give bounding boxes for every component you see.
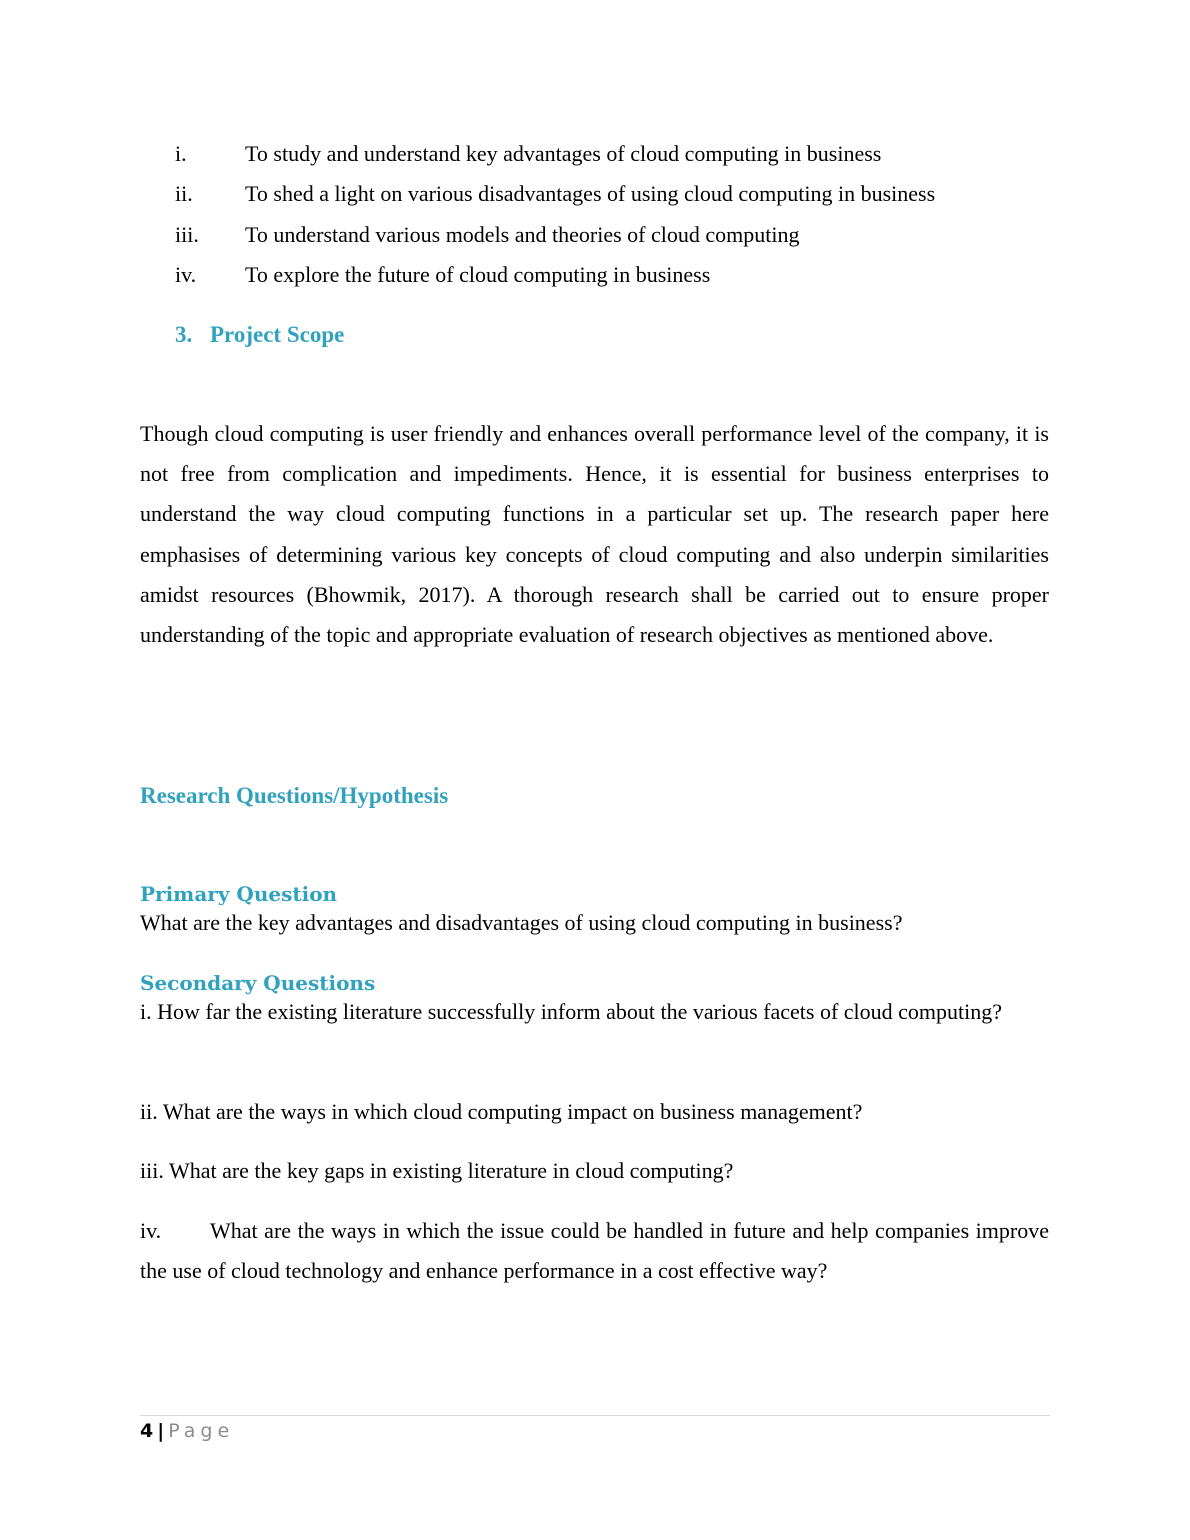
objective-item (175, 180, 935, 208)
secondary-question: ii. What are the ways in which cloud computing impact on business management? (140, 1099, 863, 1124)
page-separator: | (157, 1420, 165, 1442)
section-heading-project-scope (175, 320, 344, 350)
objective-item (175, 261, 710, 289)
secondary-questions-heading: Secondary Questions (140, 971, 376, 995)
objective-text: To understand various models and theories of cloud computing (245, 222, 800, 247)
section-title: Project Scope (210, 322, 345, 347)
research-questions-heading: Research Questions/Hypothesis (140, 783, 449, 808)
objective-text: To study and understand key advantages of cloud computing in business (245, 141, 882, 166)
primary-question-heading: Primary Question (140, 882, 338, 906)
secondary-question: iii. What are the key gaps in existing literature in cloud computing? (140, 1158, 734, 1183)
page-number: 4 (140, 1420, 154, 1442)
page-footer (140, 1419, 234, 1443)
primary-question: What are the key advantages and disadvantages of using cloud computing in business? (140, 910, 903, 935)
objective-number: ii. (175, 181, 193, 206)
objective-text: To shed a light on various disadvantages of using cloud computing in business (245, 181, 936, 206)
secondary-question-number: iv. (140, 1218, 162, 1243)
objective-number: iv. (175, 262, 197, 287)
secondary-question-text: What are the ways in which the issue could be handled in future and help companies improve the use of cloud technology and enhance performance in a cost effective way? (140, 1218, 1049, 1283)
scope-paragraph: Though cloud computing is user friendly and enhances overall performance level of the company, it is not free from complication and impediments. Hence, it is essential for business enterprises to understand the way cloud computing functions in a particular set up. The research paper here emphasises of determining various key concepts of cloud computing and also underpin similarities amidst resources (Bhowmik, 2017). A thorough research shall be carried out to ensure proper understanding of the topic and appropriate evaluation of research objectives as mentioned above. (140, 421, 1049, 648)
objective-text: To explore the future of cloud computing in business (245, 262, 711, 287)
page-label: Page (168, 1420, 235, 1442)
footer-divider (140, 1415, 1050, 1416)
secondary-question (140, 1211, 1049, 1291)
objective-number: i. (175, 141, 187, 166)
objective-item (175, 221, 799, 249)
objective-number: iii. (175, 222, 199, 247)
section-number: 3. (175, 322, 193, 347)
objective-item (175, 140, 881, 168)
secondary-question: i. How far the existing literature successfully inform about the various facets of cloud computing? (140, 999, 1003, 1024)
